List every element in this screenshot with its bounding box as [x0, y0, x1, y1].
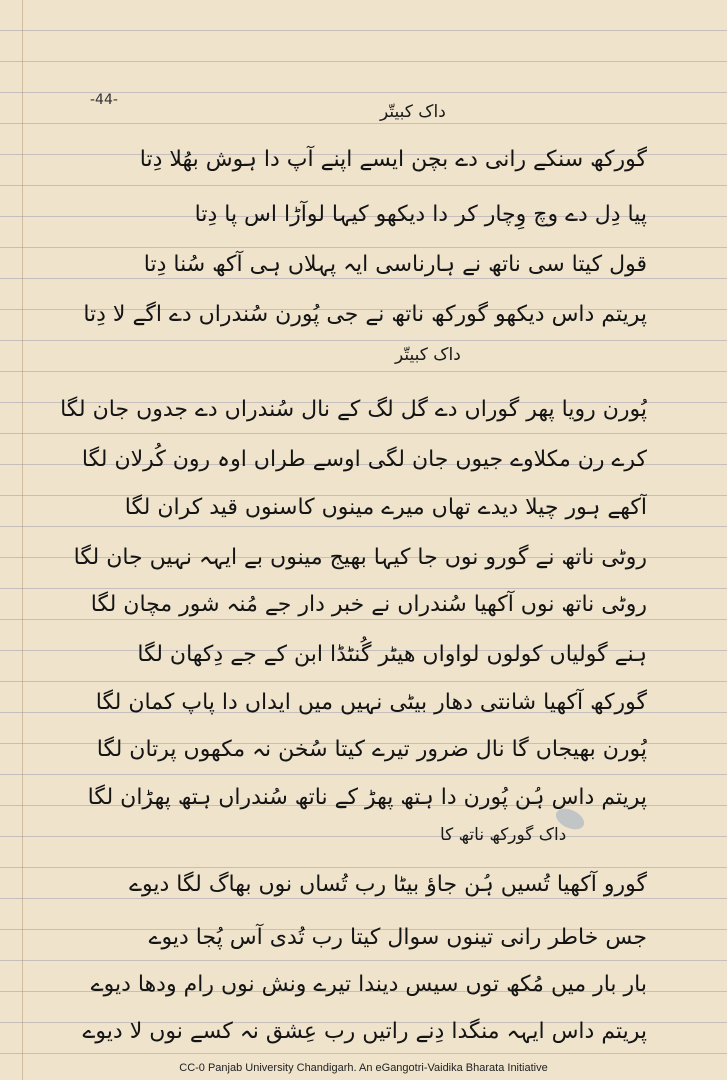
text-line: روٹی ناتھ نوں آکھیا سُندراں نے خبر دار جے مُنہ شور مچان لگا [90, 592, 647, 617]
footer-credit: CC-0 Panjab University Chandigarh. An eGangotri-Vaidika Bharata Initiative [179, 1062, 548, 1074]
text-line: گورو آکھیا تُسیں ہُن جاؤ بیٹا رب تُساں نوں بھاگ لگا دیوے [129, 872, 647, 897]
text-line: گورکھ آکھیا شانتی دھار بیٹی نہیں میں ایداں دا پاپ کمان لگا [95, 690, 647, 715]
section-heading-3: داک گورکھ ناتھ کا [440, 825, 567, 845]
text-line: ہنے گولیاں کولوں لواواں ھیٹر گُنٹڈا ابن کے جے دِکھان لگا [137, 642, 647, 667]
page-number: -44- [90, 92, 118, 108]
text-line: گورکھ سنکے رانی دے بچن ایسے اپنے آپ دا ہوش بھُلا دِتا [139, 147, 647, 172]
text-line: پریتم داس ایہہ منگدا دِنے راتیں رب عِشق نہ کسے نوں لا دیوے [82, 1019, 647, 1044]
text-line: آکھے ہور چیلا دیدے تھاں میرے مینوں کاسنوں قید کران لگا [124, 495, 647, 520]
text-line: بار بار میں مُکھ توں سیس دیندا تیرے ونش نوں رام ودھا دیوے [90, 972, 647, 997]
text-line: روٹی ناتھ نے گورو نوں جا کیہا بھیج مینوں بے ایہہ نہیں جان لگا [73, 545, 647, 570]
text-line: پریتم داس ہُن پُورن دا ہتھ پھڑ کے ناتھ سُندراں ہتھ پھڑان لگا [87, 785, 647, 810]
text-line: جس خاطر رانی تینوں سوال کیتا رب تُدی آس پُجا دیوے [148, 925, 647, 950]
text-line: قول کیتا سی ناتھ نے ہارناسی ایہ پہلاں ہی آکھ سُنا دِتا [143, 252, 647, 277]
text-line: پریتم داس دیکھو گورکھ ناتھ نے جی پُورن سُندراں دے اگے لا دِتا [83, 302, 647, 327]
text-line: پُورن رویا پھر گوراں دے گل لگ کے نال سُندراں دے جدوں جان لگا [60, 397, 647, 422]
text-line: پیا دِل دے وچ وِچار کر دا دیکھو کیہا لوآڑا اس پا دِتا [194, 202, 647, 227]
section-heading-1: داک کبیتّر [380, 102, 446, 122]
margin-line [22, 0, 23, 1080]
text-line: کرے رن مکلاوے جیوں جان لگی اوسے طراں اوہ رون کُرلان لگا [81, 447, 647, 472]
section-heading-2: داک کبیتّر [395, 345, 461, 365]
text-line: پُورن بھیجاں گا نال ضرور تیرے کیتا سُخن نہ مکھوں پرتان لگا [96, 737, 647, 762]
